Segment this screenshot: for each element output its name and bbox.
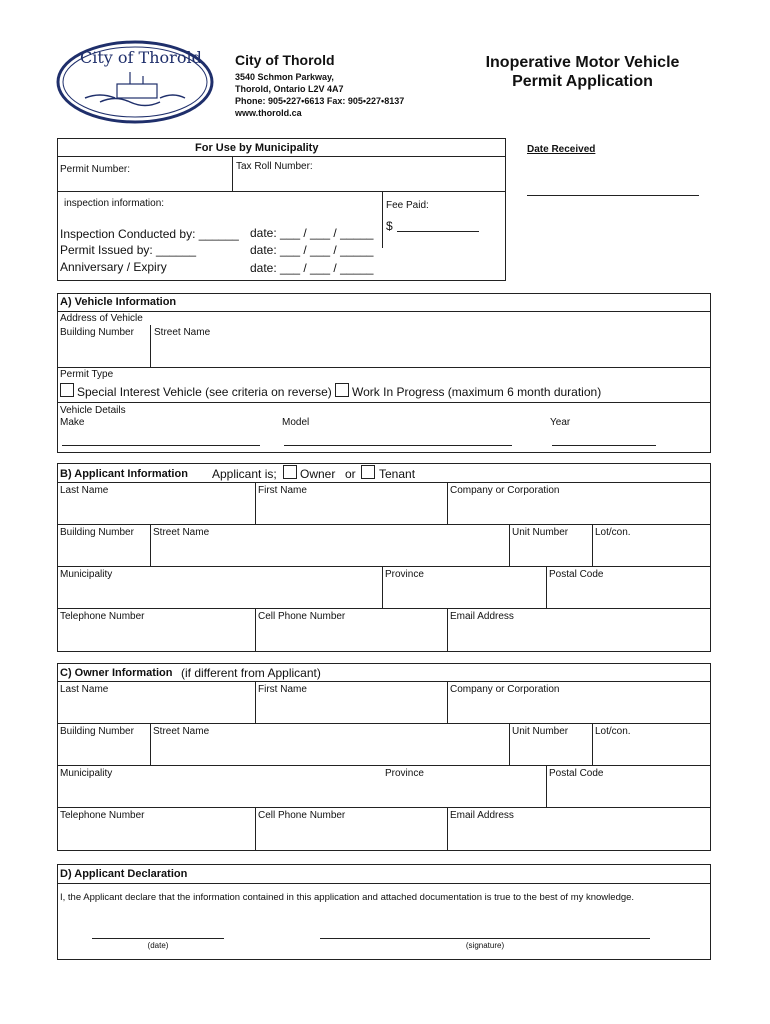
owner-first-name[interactable]: First Name bbox=[258, 684, 307, 695]
permit-issued[interactable]: Permit Issued by: ______ bbox=[60, 243, 197, 257]
owner-last-name[interactable]: Last Name bbox=[60, 684, 109, 695]
owner-checkbox[interactable] bbox=[283, 465, 297, 479]
date-received-input[interactable] bbox=[527, 195, 699, 196]
model-input[interactable] bbox=[284, 445, 512, 446]
municipal-use-title: For Use by Municipality bbox=[195, 142, 319, 154]
city-website: www.thorold.ca bbox=[235, 108, 302, 118]
owner-municipality[interactable]: Municipality bbox=[60, 768, 113, 779]
applicant-postal-code[interactable]: Postal Code bbox=[549, 569, 604, 580]
declaration-title: D) Applicant Declaration bbox=[60, 868, 188, 880]
fee-dollar: $ bbox=[386, 219, 393, 233]
permit-type-label: Permit Type bbox=[60, 369, 114, 380]
anniversary-expiry: Anniversary / Expiry bbox=[60, 260, 167, 274]
applicant-building-number[interactable]: Building Number bbox=[60, 527, 134, 538]
declaration-date-input[interactable] bbox=[92, 938, 224, 939]
applicant-municipality[interactable]: Municipality bbox=[60, 569, 113, 580]
applicant-street-name[interactable]: Street Name bbox=[153, 527, 210, 538]
owner-street-name[interactable]: Street Name bbox=[153, 726, 210, 737]
year-input[interactable] bbox=[552, 445, 656, 446]
city-address-line2: Thorold, Ontario L2V 4A7 bbox=[235, 84, 344, 94]
owner-postal-code[interactable]: Postal Code bbox=[549, 768, 604, 779]
applicant-lot-con[interactable]: Lot/con. bbox=[595, 527, 631, 538]
work-in-progress-checkbox[interactable] bbox=[335, 383, 349, 397]
fee-paid-label: Fee Paid: bbox=[386, 200, 429, 211]
or-label: or bbox=[345, 467, 356, 481]
inspection-date[interactable]: date: ___ / ___ / _____ bbox=[250, 226, 374, 240]
city-address-line1: 3540 Schmon Parkway, bbox=[235, 72, 334, 82]
applicant-unit-number[interactable]: Unit Number bbox=[512, 527, 569, 538]
owner-info-subtitle: (if different from Applicant) bbox=[181, 666, 321, 680]
owner-building-number[interactable]: Building Number bbox=[60, 726, 134, 737]
tenant-label: Tenant bbox=[379, 467, 416, 481]
inspection-conducted[interactable]: Inspection Conducted by: ______ bbox=[60, 227, 239, 241]
vehicle-street-name[interactable]: Street Name bbox=[154, 327, 211, 338]
form-title-line1: Inoperative Motor Vehicle bbox=[485, 54, 680, 71]
declaration-date-label: (date) bbox=[147, 941, 169, 950]
vehicle-building-number[interactable]: Building Number bbox=[60, 327, 134, 338]
applicant-is-label: Applicant is; bbox=[212, 467, 277, 481]
address-of-vehicle-label: Address of Vehicle bbox=[60, 313, 143, 324]
owner-label: Owner bbox=[300, 467, 336, 481]
applicant-info-section bbox=[57, 463, 711, 652]
owner-province[interactable]: Province bbox=[385, 768, 424, 779]
applicant-email[interactable]: Email Address bbox=[450, 611, 514, 622]
owner-unit-number[interactable]: Unit Number bbox=[512, 726, 569, 737]
permit-number-field[interactable]: Permit Number: bbox=[60, 164, 131, 175]
vehicle-info-title: A) Vehicle Information bbox=[60, 296, 177, 308]
owner-info-section bbox=[57, 663, 711, 851]
vehicle-details-label: Vehicle Details bbox=[60, 405, 126, 416]
tax-roll-field[interactable]: Tax Roll Number: bbox=[236, 161, 313, 172]
applicant-info-title: B) Applicant Information bbox=[60, 468, 188, 480]
inspection-info-label: inspection information: bbox=[64, 198, 165, 209]
make-label: Make bbox=[60, 417, 85, 428]
city-name: City of Thorold bbox=[235, 52, 335, 68]
owner-telephone[interactable]: Telephone Number bbox=[60, 810, 145, 821]
applicant-cell-phone[interactable]: Cell Phone Number bbox=[258, 611, 346, 622]
city-phone: Phone: 905•227•6613 Fax: 905•227•8137 bbox=[235, 96, 405, 106]
applicant-last-name[interactable]: Last Name bbox=[60, 485, 109, 496]
permit-issued-date[interactable]: date: ___ / ___ / _____ bbox=[250, 243, 374, 257]
declaration-signature-label: (signature) bbox=[465, 941, 505, 950]
applicant-company[interactable]: Company or Corporation bbox=[450, 485, 560, 496]
owner-info-title: C) Owner Information bbox=[60, 667, 173, 679]
declaration-signature-input[interactable] bbox=[320, 938, 650, 939]
make-input[interactable] bbox=[62, 445, 260, 446]
date-received-label: Date Received bbox=[527, 144, 596, 155]
work-in-progress-label: Work In Progress (maximum 6 month duration) bbox=[352, 385, 602, 399]
applicant-province[interactable]: Province bbox=[385, 569, 424, 580]
special-interest-label: Special Interest Vehicle (see criteria on reverse) bbox=[77, 385, 332, 399]
model-label: Model bbox=[282, 417, 310, 428]
owner-cell-phone[interactable]: Cell Phone Number bbox=[258, 810, 346, 821]
expiry-date[interactable]: date: ___ / ___ / _____ bbox=[250, 261, 374, 275]
applicant-first-name[interactable]: First Name bbox=[258, 485, 307, 496]
applicant-telephone[interactable]: Telephone Number bbox=[60, 611, 145, 622]
logo-text: City of Thorold bbox=[80, 48, 202, 67]
vehicle-info-section bbox=[57, 293, 711, 453]
owner-lot-con[interactable]: Lot/con. bbox=[595, 726, 631, 737]
fee-paid-input[interactable] bbox=[397, 231, 479, 232]
form-title-line2: Permit Application bbox=[512, 73, 653, 90]
owner-email[interactable]: Email Address bbox=[450, 810, 514, 821]
owner-company[interactable]: Company or Corporation bbox=[450, 684, 560, 695]
tenant-checkbox[interactable] bbox=[361, 465, 375, 479]
year-label: Year bbox=[550, 417, 571, 428]
declaration-text: I, the Applicant declare that the information contained in this application and attached documentation is true to the best of my knowledge. bbox=[60, 892, 635, 903]
special-interest-checkbox[interactable] bbox=[60, 383, 74, 397]
